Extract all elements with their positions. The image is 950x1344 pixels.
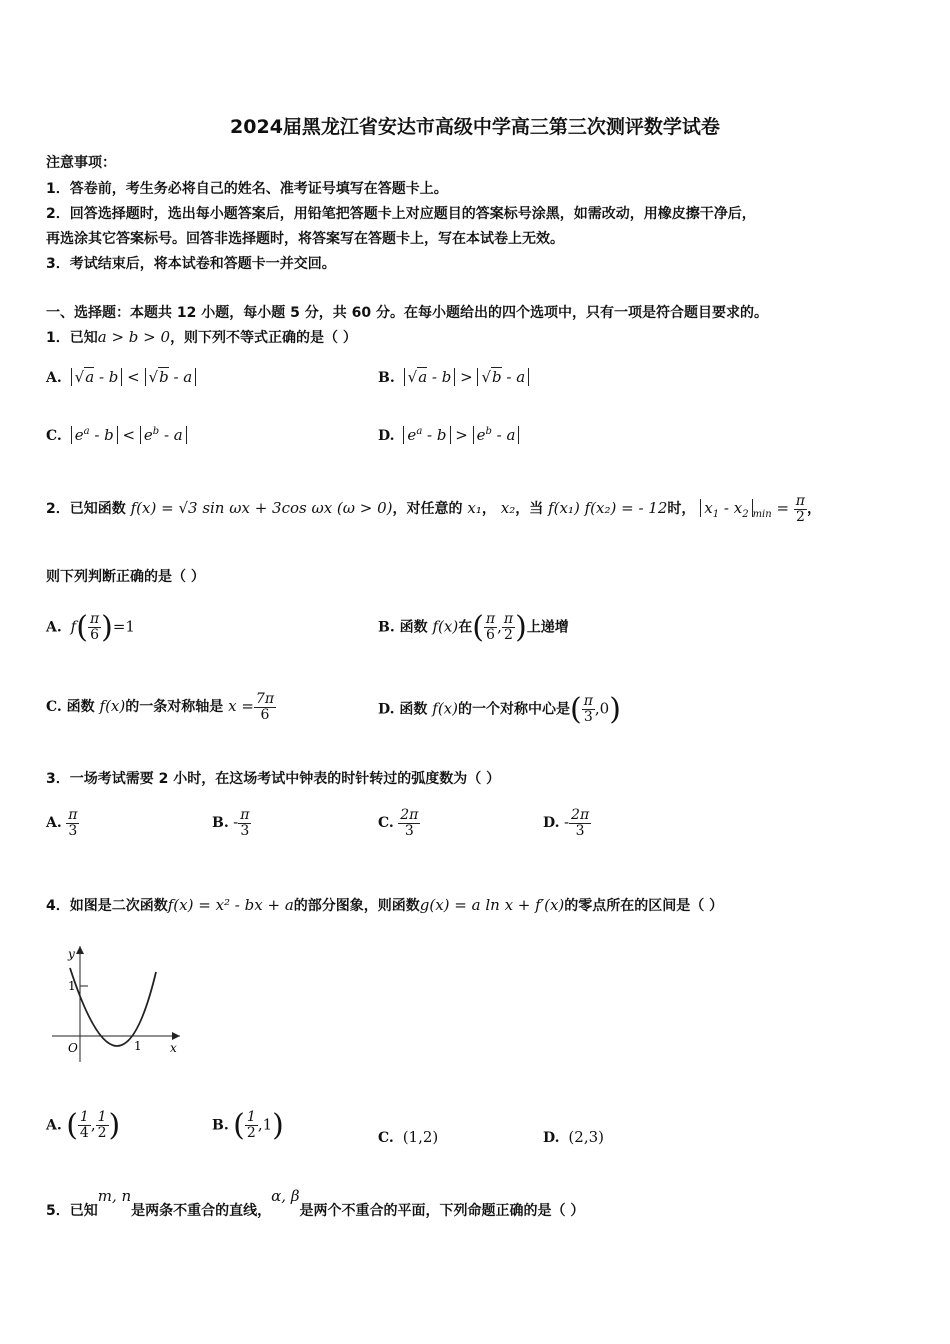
graph-x-label: x <box>170 1041 177 1055</box>
question-2-stem-cont: 则下列判断正确的是（ ） <box>46 569 205 585</box>
question-2-stem: 2．已知函数 f(x) = √3 sin ωx + 3cos ωx (ω > 0)，对任意的 x₁， x₂，当 f(x₁) f(x₂) = - 12时， $x_1 - x_2$ $_{min}$ = $\frac{\pi}{2}$ ， <box>46 493 821 525</box>
q4-option-c[interactable]: C. (1,2) <box>378 1128 439 1146</box>
notice-item-2-cont: 再选涂其它答案标号。回答非选择题时，将答案写在答题卡上，写在本试卷上无效。 <box>46 231 564 247</box>
q2-option-c[interactable]: C. 函数 f(x)的一条对称轴是 x = $\frac{7\pi}{6}$ <box>46 691 275 723</box>
q2-option-a[interactable]: A. f( $\frac{\pi}{6}$ )=1 <box>46 610 135 645</box>
q3-option-c[interactable]: C. $\frac{2\pi}{3}$ <box>378 807 419 839</box>
notice-item-2: 2．回答选择题时，选出每小题答案后，用铅笔把答题卡上对应题目的答案标号涂黑，如需改动，用橡皮擦干净后， <box>46 206 756 222</box>
graph-tick-x: 1 <box>134 1039 142 1053</box>
notice-heading: 注意事项： <box>46 155 116 171</box>
q1-option-b[interactable]: B. √a - b > √b - a <box>378 368 529 386</box>
question-1-stem: 1．已知a > b > 0，则下列不等式正确的是（ ） <box>46 328 357 346</box>
q1-option-d[interactable]: D. $e^a - b > e^b - a$ <box>378 426 519 444</box>
question-4-stem: 4．如图是二次函数f(x) = x² - bx + a的部分图象，则函数g(x) = a ln x + f′(x)的零点所在的区间是（ ） <box>46 896 724 914</box>
page-title: 2024届黑龙江省安达市高级中学高三第三次测评数学试卷 <box>230 116 720 138</box>
q1-condition: a > b > 0 <box>97 328 171 346</box>
q4-option-d[interactable]: D. (2,3) <box>543 1128 604 1146</box>
q1-option-c[interactable]: C. $e^a - b < e^b - a$ <box>46 426 187 444</box>
q4-option-a[interactable]: A. ( $\frac{1}{4}$ , $\frac{1}{2}$ ) <box>46 1108 121 1143</box>
graph-tick-y: 1 <box>68 979 76 993</box>
notice-item-1: 1．答卷前，考生务必将自己的姓名、准考证号填写在答题卡上。 <box>46 181 448 197</box>
section-heading: 一、选择题：本题共 12 小题，每小题 5 分，共 60 分。在每小题给出的四个选项中，只有一项是符合题目要求的。 <box>46 305 768 321</box>
question-3-stem: 3．一场考试需要 2 小时，在这场考试中钟表的时针转过的弧度数为（ ） <box>46 771 501 787</box>
q4-option-b[interactable]: B. ( $\frac{1}{2}$ ,1) <box>212 1108 284 1143</box>
q4-parabola-graph <box>48 940 188 1065</box>
graph-origin-label: O <box>68 1041 78 1055</box>
q2-function: f(x) = √3 sin ωx + 3cos ωx (ω > 0) <box>130 499 393 518</box>
notice-item-3: 3．考试结束后，将本试卷和答题卡一并交回。 <box>46 256 336 272</box>
q3-option-a[interactable]: A. $\frac{\pi}{3}$ <box>46 807 78 839</box>
graph-y-label: y <box>68 947 75 961</box>
q2-option-b[interactable]: B. 函数 f(x)在( $\frac{\pi}{6}$ , $\frac{\pi}{2}$ )上递增 <box>378 610 569 645</box>
question-5-stem: 5．已知m, n是两条不重合的直线，α, β是两个不重合的平面，下列命题正确的是（ ） <box>46 1187 585 1219</box>
q1-option-a[interactable]: A. √a - b < √b - a <box>46 368 196 386</box>
q3-option-d[interactable]: D. - $\frac{2\pi}{3}$ <box>543 807 590 839</box>
q2-option-d[interactable]: D. 函数 f(x)的一个对称中心是( $\frac{\pi}{3}$ ,0) <box>378 692 621 727</box>
q3-option-b[interactable]: B. - $\frac{\pi}{3}$ <box>212 807 250 839</box>
